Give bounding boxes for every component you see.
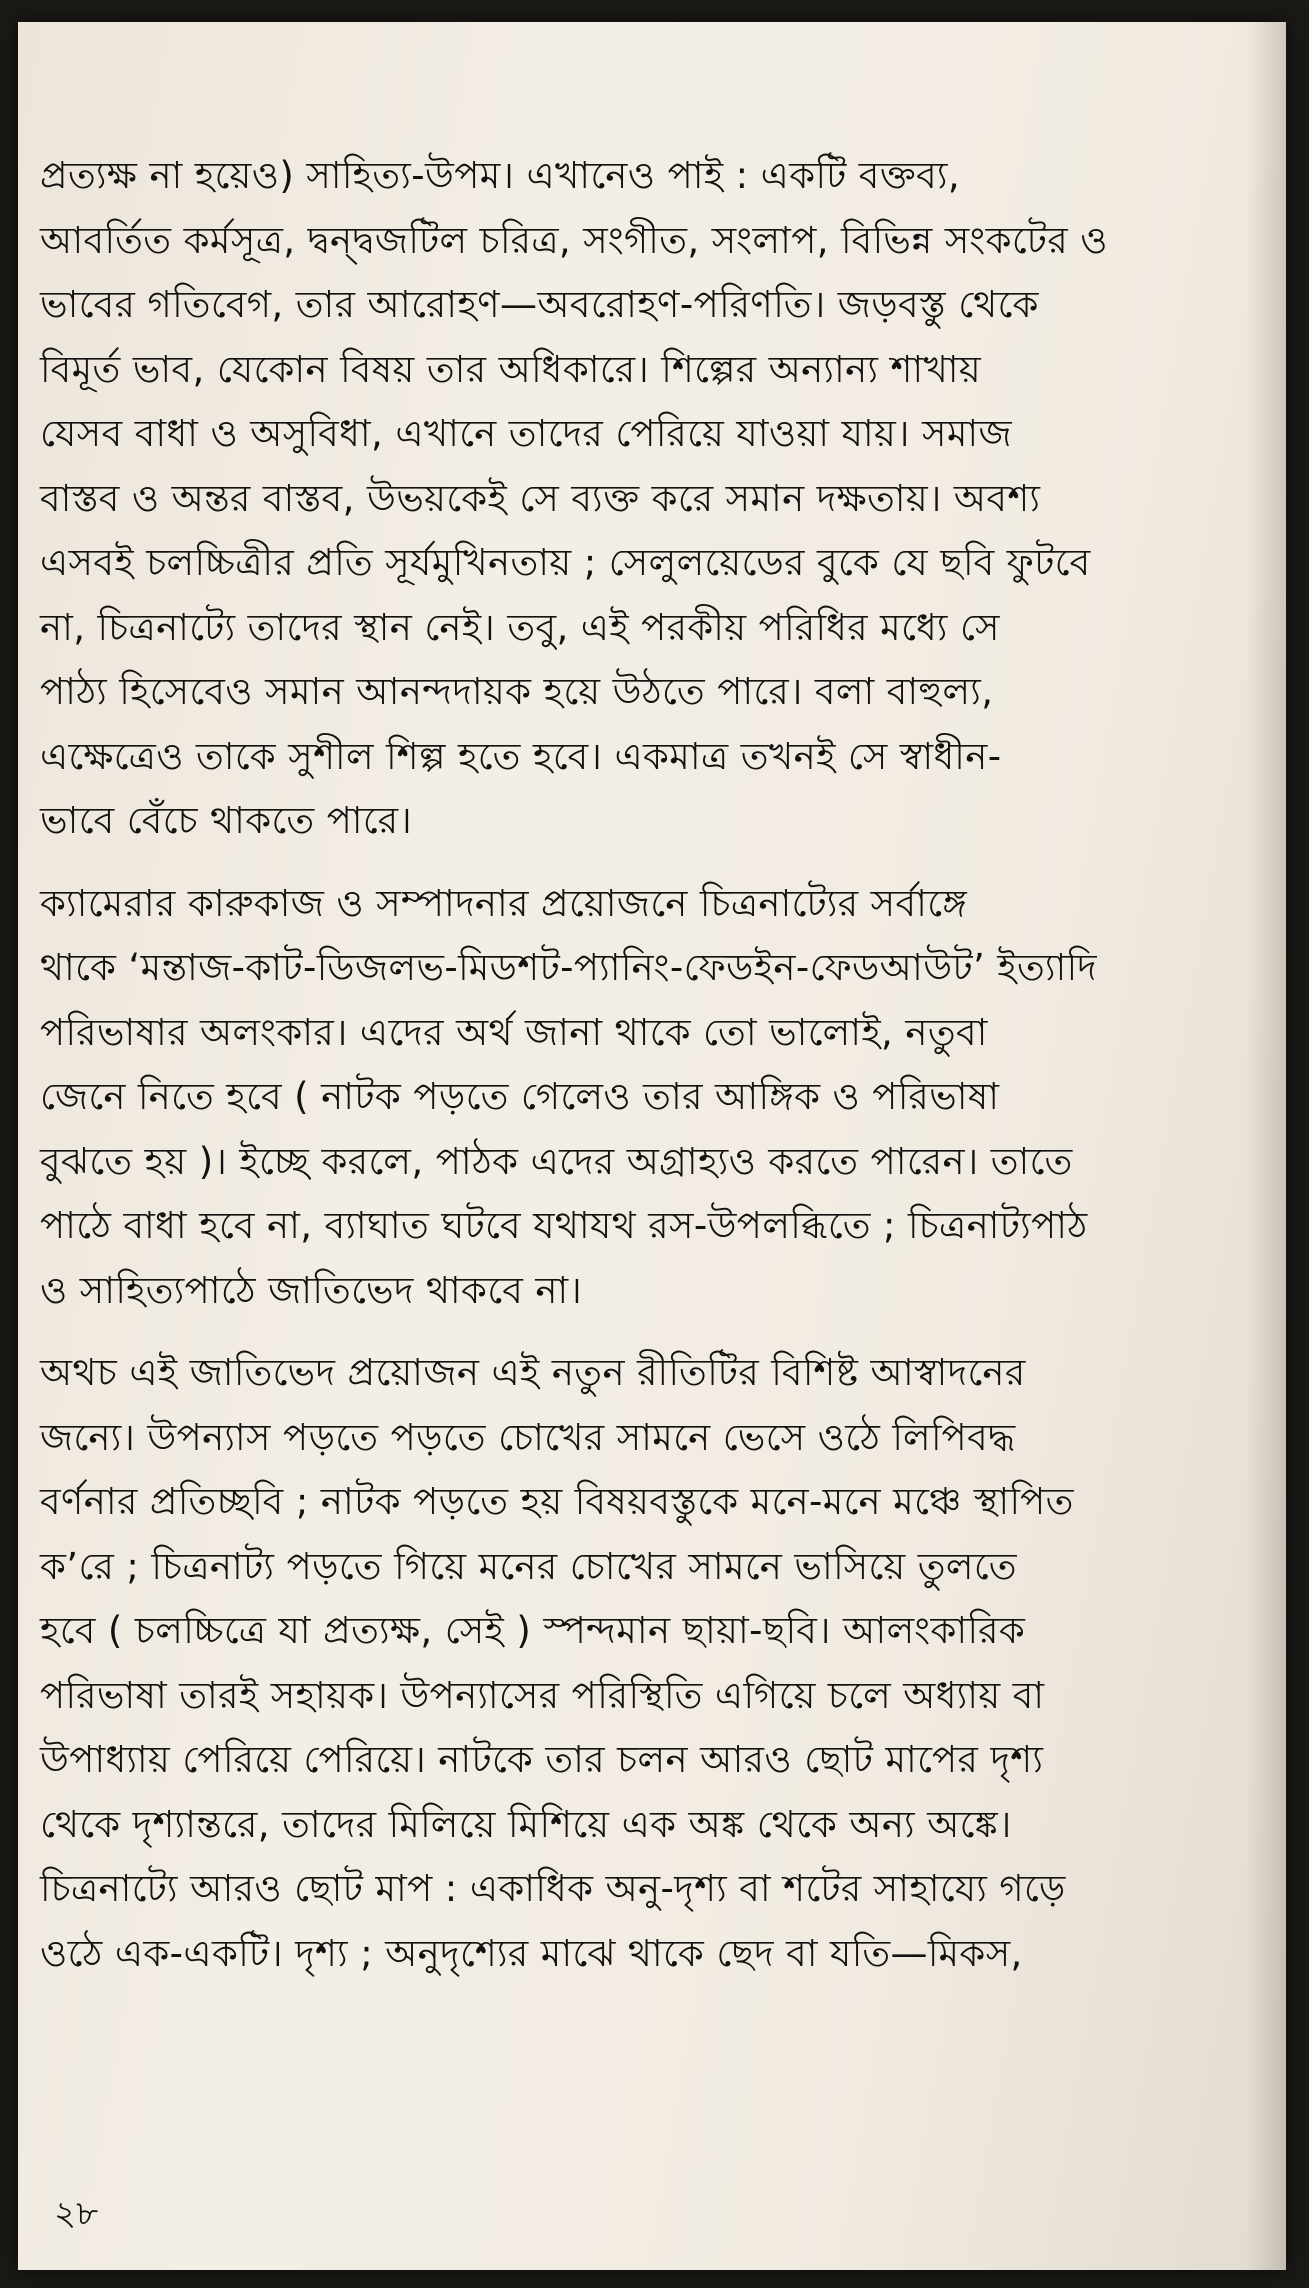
text-line: জেনে নিতে হবে ( নাটক পড়তে গেলেও তার আঙ্গিক ও পরিভাষা: [40, 1075, 1000, 1118]
text-line: জন্যে। উপন্যাস পড়তে পড়তে চোখের সামনে ভেসে ওঠে লিপিবদ্ধ: [40, 1415, 1016, 1459]
text-line: চিত্রনাট্যে আরও ছোট মাপ : একাধিক অনু-দৃশ্য বা শটের সাহায্যে গড়ে: [40, 1867, 1066, 1910]
text-line: অথচ এই জাতিভেদ প্রয়োজন এই নতুন রীতিটির বিশিষ্ট আস্বাদনের: [40, 1351, 1026, 1394]
text-line: হবে ( চলচ্চিত্রে যা প্রত্যক্ষ, সেই ) স্পন্দমান ছায়া-ছবি। আলংকারিক: [40, 1609, 1026, 1652]
text-line: না, চিত্রনাট্যে তাদের স্থান নেই। তবু, এই পরকীয় পরিধির মধ্যে সে: [40, 605, 1000, 649]
text-line: থাকে ‘মন্তাজ-কাট-ডিজলভ-মিডশট-প্যানিং-ফেডইন-ফেডআউট’ ইত্যাদি: [40, 946, 1098, 989]
paragraph-2: [40, 872, 1285, 1324]
text-line: আবর্তিত কর্মসূত্র, দ্বন্দ্বজটিল চরিত্র, সংগীত, সংলাপ, বিভিন্ন সংকটের ও: [40, 218, 1108, 262]
text-line: ভাবে বেঁচে থাকতে পারে।: [40, 799, 413, 842]
text-line: ক’রে ; চিত্রনাট্য পড়তে গিয়ে মনের চোখের সামনে ভাসিয়ে তুলতে: [40, 1544, 1017, 1588]
paragraph-1: [40, 144, 1285, 854]
paragraph-3: [40, 1341, 1285, 1986]
body-text: [40, 144, 1285, 1986]
text-line: ও সাহিত্যপাঠে জাতিভেদ থাকবে না।: [40, 1268, 583, 1312]
text-line: উপাধ্যায় পেরিয়ে পেরিয়ে। নাটকে তার চলন আরও ছোট মাপের দৃশ্য: [40, 1738, 1044, 1781]
text-line: বাস্তব ও অন্তর বাস্তব, উভয়কেই সে ব্যক্ত করে সমান দক্ষতায়। অবশ্য: [40, 476, 1041, 520]
text-line: পাঠ্য হিসেবেও সমান আনন্দদায়ক হয়ে উঠতে পারে। বলা বাহুল্য,: [40, 670, 994, 713]
text-line: পাঠে বাধা হবে না, ব্যাঘাত ঘটবে যথাযথ রস-উপলব্ধিতে ; চিত্রনাট্যপাঠ: [40, 1204, 1088, 1247]
text-line: পরিভাষা তারই সহায়ক। উপন্যাসের পরিস্থিতি এগিয়ে চলে অধ্যায় বা: [40, 1673, 1045, 1717]
text-line: বর্ণনার প্রতিচ্ছবি ; নাটক পড়তে হয় বিষয়বস্তুকে মনে-মনে মঞ্চে স্থাপিত: [40, 1480, 1074, 1523]
text-line: ওঠে এক-একটি। দৃশ্য ; অনুদৃশ্যের মাঝে থাকে ছেদ বা যতি—মিকস,: [40, 1931, 1023, 1975]
text-line: এক্ষেত্রেও তাকে সুশীল শিল্প হতে হবে। একমাত্র তখনই সে স্বাধীন-: [40, 734, 1002, 778]
text-line: বিমূর্ত ভাব, যেকোন বিষয় তার অধিকারে। শিল্পের অন্যান্য শাখায়: [40, 347, 982, 391]
text-line: যেসব বাধা ও অসুবিধা, এখানে তাদের পেরিয়ে যাওয়া যায়। সমাজ: [40, 412, 1013, 455]
text-line: পরিভাষার অলংকার। এদের অর্থ জানা থাকে তো ভালোই, নতুবা: [40, 1010, 988, 1054]
text-line: ক্যামেরার কারুকাজ ও সম্পাদনার প্রয়োজনে চিত্রনাট্যের সর্বাঙ্গে: [40, 881, 968, 925]
text-line: প্রত্যক্ষ না হয়েও) সাহিত্য-উপম। এখানেও পাই : একটি বক্তব্য,: [40, 154, 961, 197]
text-line: বুঝতে হয় )। ইচ্ছে করলে, পাঠক এদের অগ্রাহ্যও করতে পারেন। তাতে: [40, 1139, 1073, 1183]
text-line: এসবই চলচ্চিত্রীর প্রতি সূর্যমুখিনতায় ; সেলুলয়েডের বুকে যে ছবি ফুটবে: [40, 541, 1091, 584]
page-number: ২৮: [54, 2194, 99, 2234]
text-line: থেকে দৃশ্যান্তরে, তাদের মিলিয়ে মিশিয়ে এক অঙ্ক থেকে অন্য অঙ্কে।: [40, 1802, 1012, 1846]
book-page: [18, 22, 1286, 2270]
text-line: ভাবের গতিবেগ, তার আরোহণ—অবরোহণ-পরিণতি। জড়বস্তু থেকে: [40, 283, 1039, 326]
